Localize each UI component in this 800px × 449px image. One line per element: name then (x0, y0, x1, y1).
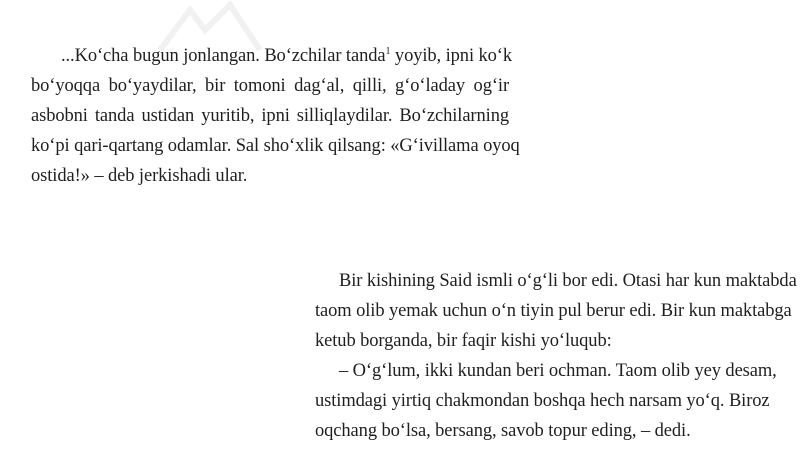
footnote-marker: 1 (385, 46, 391, 57)
excerpt-2-line-6: oqchang bo‘lsa, bersang, savob topur eding, – dedi. (315, 421, 691, 441)
excerpt-2-line-2: taom olib yemak uchun o‘n tiyin pul berur edi. Bir kun maktabga (315, 301, 792, 321)
excerpt-2-line-1: Bir kishining Said ismli o‘g‘li bor edi. Otasi har kun maktabda (339, 271, 797, 291)
excerpt-2-line-3: ketub borganda, bir faqir kishi yo‘luqub: (315, 331, 612, 351)
excerpt-1-line-3: asbobni tanda ustidan yuritib, ipni silliqlaydilar. Bo‘zchilarning (31, 106, 509, 126)
excerpt-1-line-2: bo‘yoqqa bo‘yaydilar, bir tomoni dag‘al, qilli, g‘o‘laday og‘ir (31, 76, 509, 96)
excerpt-kocha-paragraph (31, 41, 520, 191)
excerpt-1-line-5: ostida!» – deb jerkishadi ular. (31, 166, 248, 186)
excerpt-1-line-1-rest: yoyib, ipni ko‘k (390, 46, 513, 66)
excerpt-said-paragraph (315, 266, 797, 446)
excerpt-2-line-4: – O‘g‘lum, ikki kundan beri ochman. Taom olib yey desam, (339, 361, 777, 381)
excerpt-2-line-5: ustimdagi yirtiq chakmondan boshqa hech narsam yo‘q. Biroz (315, 391, 770, 411)
excerpt-1-line-4: ko‘pi qari-qartang odamlar. Sal sho‘xlik qilsang: «G‘ivillama oyoq (31, 136, 520, 156)
excerpt-1-line-1 (31, 41, 513, 71)
excerpt-1-line-1-text: ...Ko‘cha bugun jonlangan. Bo‘zchilar tanda (61, 46, 386, 66)
